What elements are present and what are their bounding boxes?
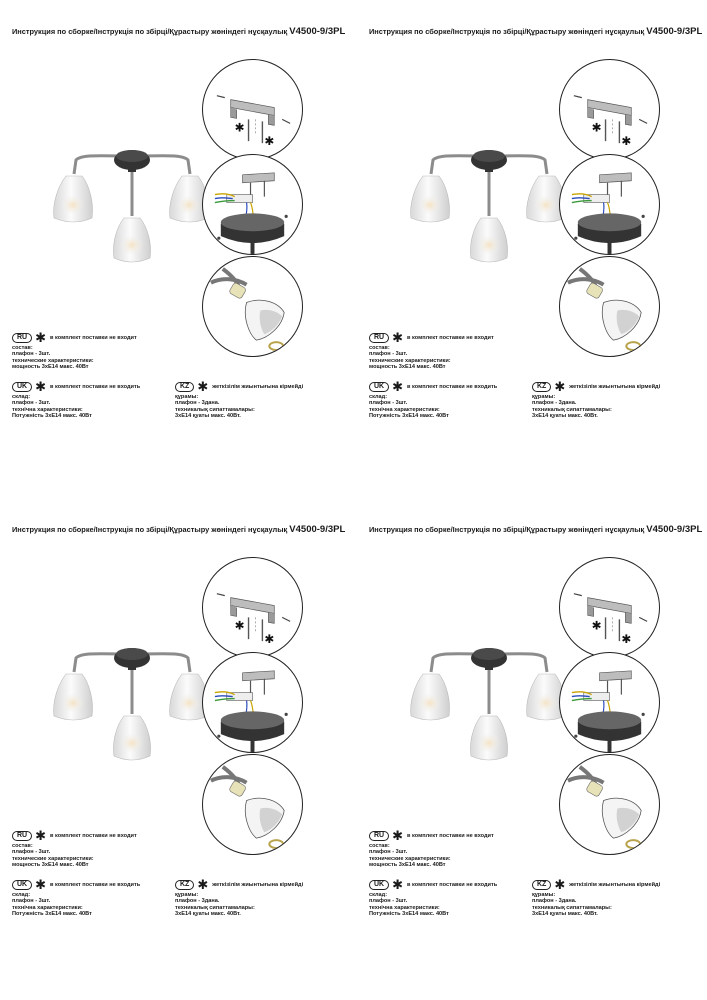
instruction-sheet bbox=[12, 26, 352, 496]
ru-line: мощность 3xE14 макс. 40Вт bbox=[12, 364, 89, 371]
uk-line: плафон - 3шт. bbox=[12, 400, 51, 407]
kz-section bbox=[532, 379, 661, 420]
ru-section bbox=[369, 330, 494, 371]
uk-badge: UK bbox=[369, 382, 389, 392]
ru-note: в комплект поставки не входит bbox=[407, 334, 494, 341]
title-text: Инструкция по сборке/Інструкція по збірці/Құрастыру жөніндегі нұсқаулық bbox=[369, 27, 647, 36]
ru-line: мощность 3xE14 макс. 40Вт bbox=[369, 364, 446, 371]
ru-line: состав: bbox=[12, 345, 33, 351]
title-text: Инструкция по сборке/Інструкція по збірці/Құрастыру жөніндегі нұсқаулық bbox=[12, 525, 290, 534]
kz-line: құрамы: bbox=[532, 394, 556, 400]
ru-note: в комплект поставки не входит bbox=[407, 832, 494, 839]
kz-line: техникалық сипаттамалары: bbox=[175, 406, 255, 413]
title-text: Инструкция по сборке/Інструкція по збірці/Құрастыру жөніндегі нұсқаулық bbox=[12, 27, 290, 36]
star-icon: ✱ bbox=[392, 379, 404, 394]
sheet-title bbox=[12, 524, 345, 535]
ru-note: в комплект поставки не входит bbox=[50, 334, 137, 341]
uk-line: склад: bbox=[369, 394, 388, 400]
model-number: V4500-9/3PL bbox=[289, 524, 346, 535]
wiring-diagram-icon bbox=[202, 652, 303, 753]
uk-line: Потужність 3хE14 макс. 40Вт bbox=[12, 413, 92, 420]
ru-line: технические характеристики: bbox=[369, 357, 451, 364]
star-icon: ✱ bbox=[35, 379, 47, 394]
model-number: V4500-9/3PL bbox=[646, 524, 703, 535]
kz-line: плафон - 3дана. bbox=[175, 400, 220, 407]
sheet-title bbox=[12, 26, 345, 37]
ru-section bbox=[369, 828, 494, 869]
uk-note: в комплект поставки не входить bbox=[50, 383, 141, 390]
star-icon: ✱ bbox=[392, 330, 404, 345]
sheet-title bbox=[369, 26, 702, 37]
uk-note: в комплект поставки не входить bbox=[50, 881, 141, 888]
ru-line: состав: bbox=[12, 843, 33, 849]
wiring-diagram-icon bbox=[202, 154, 303, 255]
instruction-sheet bbox=[369, 524, 707, 994]
shade-diagram-icon bbox=[559, 754, 660, 855]
ru-line: плафон - 3шт. bbox=[12, 351, 51, 358]
star-mark: ✱ bbox=[264, 134, 275, 149]
uk-line: технічна характеристики: bbox=[369, 406, 440, 413]
sheet-title bbox=[369, 524, 702, 535]
model-number: V4500-9/3PL bbox=[289, 26, 346, 37]
kz-line: плафон - 3дана. bbox=[532, 400, 577, 407]
kz-section bbox=[175, 877, 304, 918]
uk-badge: UK bbox=[12, 382, 32, 392]
bracket-diagram-icon bbox=[559, 557, 660, 658]
star-mark: ✱ bbox=[621, 632, 632, 647]
star-mark: ✱ bbox=[234, 120, 245, 135]
kz-badge: KZ bbox=[532, 880, 551, 890]
kz-badge: KZ bbox=[175, 382, 194, 392]
ru-badge: RU bbox=[12, 333, 32, 343]
kz-note: жеткізілім жиынтығына кірмейді bbox=[569, 383, 661, 390]
star-icon: ✱ bbox=[197, 877, 209, 892]
uk-section bbox=[12, 877, 141, 918]
uk-note: в комплект поставки не входить bbox=[407, 881, 498, 888]
uk-line: Потужність 3хE14 макс. 40Вт bbox=[12, 911, 92, 918]
wiring-diagram-icon bbox=[559, 154, 660, 255]
wiring-diagram-icon bbox=[559, 652, 660, 753]
title-text: Инструкция по сборке/Інструкція по збірці/Құрастыру жөніндегі нұсқаулық bbox=[369, 525, 647, 534]
uk-line: технічна характеристики: bbox=[12, 904, 83, 911]
uk-line: плафон - 3шт. bbox=[12, 898, 51, 905]
uk-badge: UK bbox=[369, 880, 389, 890]
uk-section bbox=[369, 877, 498, 918]
star-mark: ✱ bbox=[621, 134, 632, 149]
model-number: V4500-9/3PL bbox=[646, 26, 703, 37]
star-icon: ✱ bbox=[197, 379, 209, 394]
star-icon: ✱ bbox=[554, 379, 566, 394]
kz-line: техникалық сипаттамалары: bbox=[175, 904, 255, 911]
ru-line: плафон - 3шт. bbox=[12, 849, 51, 856]
kz-section bbox=[175, 379, 304, 420]
shade-diagram-icon bbox=[202, 754, 303, 855]
ru-note: в комплект поставки не входит bbox=[50, 832, 137, 839]
ru-line: мощность 3xE14 макс. 40Вт bbox=[12, 862, 89, 869]
kz-line: құрамы: bbox=[175, 394, 199, 400]
kz-note: жеткізілім жиынтығына кірмейді bbox=[569, 881, 661, 888]
uk-line: склад: bbox=[12, 892, 31, 898]
ru-line: технические характеристики: bbox=[12, 357, 94, 364]
ru-badge: RU bbox=[369, 333, 389, 343]
bracket-diagram-icon bbox=[559, 59, 660, 160]
kz-line: техникалық сипаттамалары: bbox=[532, 904, 612, 911]
star-mark: ✱ bbox=[591, 120, 602, 135]
kz-line: техникалық сипаттамалары: bbox=[532, 406, 612, 413]
instruction-sheet bbox=[12, 524, 352, 994]
kz-badge: KZ bbox=[175, 880, 194, 890]
kz-line: 3хE14 қуаты макс. 40Вт. bbox=[175, 413, 241, 420]
kz-line: 3хE14 қуаты макс. 40Вт. bbox=[532, 911, 598, 918]
uk-line: плафон - 3шт. bbox=[369, 898, 408, 905]
uk-section bbox=[369, 379, 498, 420]
instruction-sheet bbox=[369, 26, 707, 496]
star-mark: ✱ bbox=[234, 618, 245, 633]
ru-line: плафон - 3шт. bbox=[369, 351, 408, 358]
ru-badge: RU bbox=[369, 831, 389, 841]
kz-note: жеткізілім жиынтығына кірмейді bbox=[212, 881, 304, 888]
ru-line: технические характеристики: bbox=[12, 855, 94, 862]
kz-badge: KZ bbox=[532, 382, 551, 392]
kz-line: плафон - 3дана. bbox=[532, 898, 577, 905]
kz-line: құрамы: bbox=[532, 892, 556, 898]
ru-line: мощность 3xE14 макс. 40Вт bbox=[369, 862, 446, 869]
kz-section bbox=[532, 877, 661, 918]
shade-diagram-icon bbox=[202, 256, 303, 357]
ru-line: плафон - 3шт. bbox=[369, 849, 408, 856]
kz-line: 3хE14 қуаты макс. 40Вт. bbox=[532, 413, 598, 420]
kz-line: 3хE14 қуаты макс. 40Вт. bbox=[175, 911, 241, 918]
kz-line: құрамы: bbox=[175, 892, 199, 898]
star-mark: ✱ bbox=[264, 632, 275, 647]
star-icon: ✱ bbox=[35, 828, 47, 843]
uk-section bbox=[12, 379, 141, 420]
kz-note: жеткізілім жиынтығына кірмейді bbox=[212, 383, 304, 390]
uk-line: склад: bbox=[369, 892, 388, 898]
shade-diagram-icon bbox=[559, 256, 660, 357]
ru-section bbox=[12, 330, 137, 371]
bracket-diagram-icon bbox=[202, 59, 303, 160]
star-icon: ✱ bbox=[35, 877, 47, 892]
ru-line: состав: bbox=[369, 843, 390, 849]
ru-line: технические характеристики: bbox=[369, 855, 451, 862]
uk-line: плафон - 3шт. bbox=[369, 400, 408, 407]
kz-line: плафон - 3дана. bbox=[175, 898, 220, 905]
uk-line: Потужність 3хE14 макс. 40Вт bbox=[369, 911, 449, 918]
uk-line: Потужність 3хE14 макс. 40Вт bbox=[369, 413, 449, 420]
bracket-diagram-icon bbox=[202, 557, 303, 658]
star-icon: ✱ bbox=[554, 877, 566, 892]
uk-line: склад: bbox=[12, 394, 31, 400]
star-icon: ✱ bbox=[392, 877, 404, 892]
uk-badge: UK bbox=[12, 880, 32, 890]
uk-note: в комплект поставки не входить bbox=[407, 383, 498, 390]
ru-badge: RU bbox=[12, 831, 32, 841]
star-mark: ✱ bbox=[591, 618, 602, 633]
uk-line: технічна характеристики: bbox=[12, 406, 83, 413]
uk-line: технічна характеристики: bbox=[369, 904, 440, 911]
star-icon: ✱ bbox=[392, 828, 404, 843]
ru-section bbox=[12, 828, 137, 869]
star-icon: ✱ bbox=[35, 330, 47, 345]
ru-line: состав: bbox=[369, 345, 390, 351]
